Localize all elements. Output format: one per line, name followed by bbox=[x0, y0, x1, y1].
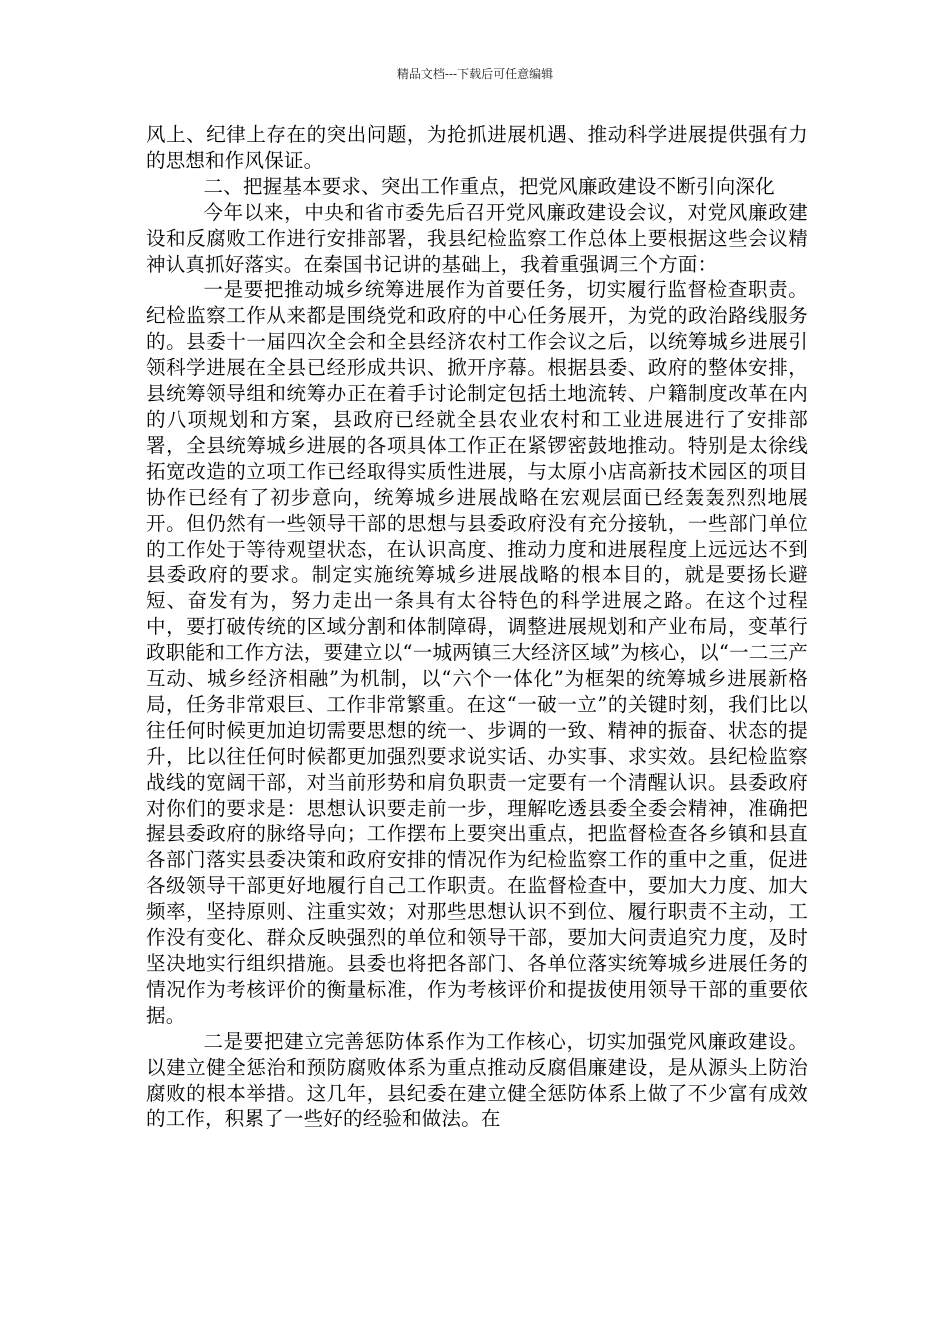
document-body bbox=[146, 122, 808, 1132]
paragraph-continuation: 风上、纪律上存在的突出问题，为抢抓进展机遇、推动科学进展提供强有力的思想和作风保证。 bbox=[146, 123, 808, 172]
section-heading-2: 二、把握基本要求、突出工作重点，把党风廉政建设不断引向深化 bbox=[203, 174, 775, 198]
paragraph-point-2: 二是要把建立完善惩防体系作为工作核心，切实加强党风廉政建设。以建立健全惩治和预防腐败体系为重点推动反腐倡廉建设，是从源头上防治腐败的根本举措。这几年，县纪委在建立健全惩防体系上做了不少富有成效的工作，积累了一些好的经验和做法。在 bbox=[146, 1029, 808, 1131]
page-header: 精品文档---下载后可任意编辑 bbox=[396, 67, 554, 81]
paragraph-intro: 今年以来，中央和省市委先后召开党风廉政建设会议，对党风廉政建设和反腐败工作进行安排部署，我县纪检监察工作总体上要根据这些会议精神认真抓好落实。在秦国书记讲的基础上，我着重强调三个方面： bbox=[146, 200, 808, 276]
paragraph-point-1: 一是要把推动城乡统筹进展作为首要任务，切实履行监督检查职责。纪检监察工作从来都是围绕党和政府的中心任务展开，为党的政治路线服务的。县委十一届四次全会和全县经济农村工作会议之后，以统筹城乡进展引领科学进展在全县已经形成共识、掀开序幕。根据县委、政府的整体安排，县统筹领导组和统筹办正在着手讨论制定包括土地流转、户籍制度改革在内的八项规划和方案，县政府已经就全县农业农村和工业进展进行了安排部署，全县统筹城乡进展的各项具体工作正在紧锣密鼓地推动。特别是太徐线拓宽改造的立项工作已经取得实质性进展，与太原小店高新技术园区的项目协作已经有了初步意向，统筹城乡进展战略在宏观层面已经轰轰烈烈地展开。但仍然有一些领导干部的思想与县委政府没有充分接轨，一些部门单位的工作处于等待观望状态，在认识高度、推动力度和进展程度上远远达不到县委政府的要求。制定实施统筹城乡进展战略的根本目的，就是要扬长避短、奋发有为，努力走出一条具有太谷特色的科学进展之路。在这个过程中，要打破传统的区域分割和体制障碍，调整进展规划和产业布局，变革行政职能和工作方法，要建立以“一城两镇三大经济区域”为核心，以“一二三产互动、城乡经济相融”为机制，以“六个一体化”为框架的统筹城乡进展新格局，任务非常艰巨、工作非常繁重。在这“一破一立”的关键时刻，我们比以往任何时候更加迫切需要思想的统一、步调的一致、精神的振奋、状态的提升，比以往任何时候都更加强烈要求说实话、办实事、求实效。县纪检监察战线的宽阔干部，对当前形势和肩负职责一定要有一个清醒认识。县委政府对你们的要求是：思想认识要走前一步，理解吃透县委全委会精神，准确把握县委政府的脉络导向；工作摆布上要突出重点，把监督检查各乡镇和县直各部门落实县委决策和政府安排的情况作为纪检监察工作的重中之重，促进各级领导干部更好地履行自己工作职责。在监督检查中，要加大力度、加大频率，坚持原则、注重实效；对那些思想认识不到位、履行职责不主动，工作没有变化、群众反映强烈的单位和领导干部，要加大问责追究力度，及时坚决地实行组织措施。县委也将把各部门、各单位落实统筹城乡进展任务的情况作为考核评价的衡量标准，作为考核评价和提拔使用领导干部的重要依据。 bbox=[146, 278, 808, 1027]
